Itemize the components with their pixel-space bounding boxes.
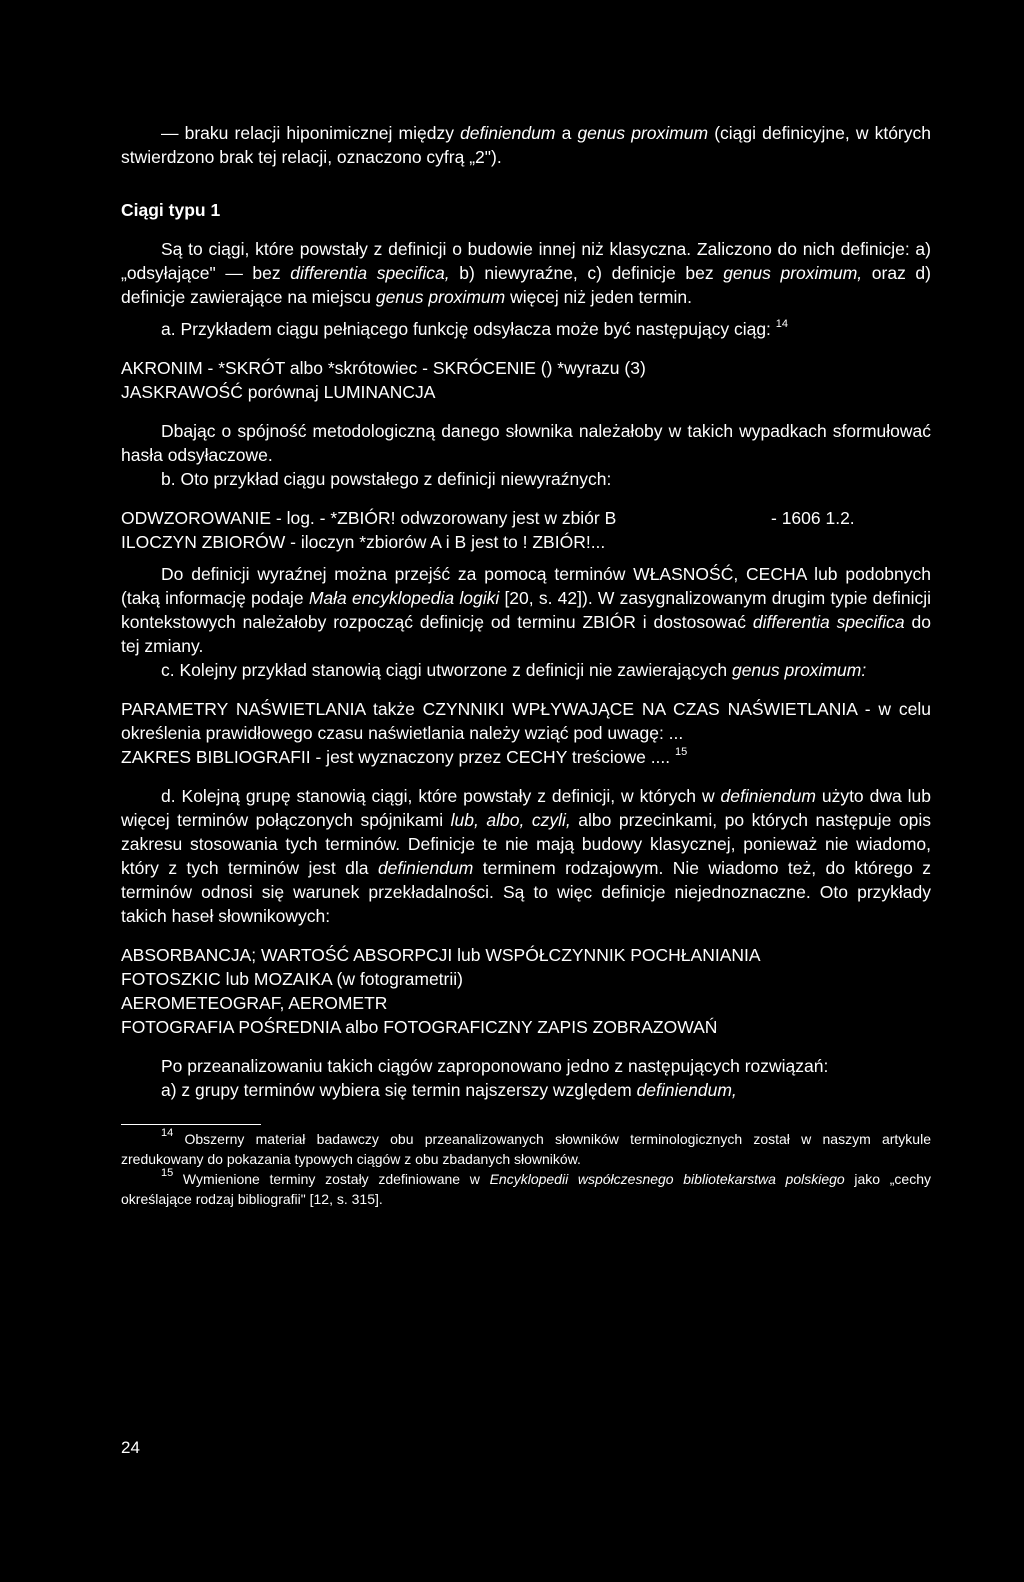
paragraph-type1-intro xyxy=(121,237,931,309)
text-span: - 1606 1.2. xyxy=(771,508,855,528)
paragraph-example-a xyxy=(121,317,931,341)
example-block-4 xyxy=(121,943,931,1039)
paragraph-explicit-definition xyxy=(121,562,931,658)
paragraph-methodology: Dbając o spójność metodologiczną danego słownika należałoby w takich wypadkach sformułować hasła odsyłaczowe. xyxy=(121,421,931,465)
text-span: a. Przykładem ciągu pełniącego funkcję odsyłacza może być następujący ciąg: xyxy=(161,319,776,339)
text-span: do tej zmiany. xyxy=(121,612,931,656)
italic-term: definiendum, xyxy=(636,1080,737,1100)
italic-term: definiendum xyxy=(377,858,474,878)
italic-term: genus proximum, xyxy=(723,263,863,283)
section-heading: Ciągi typu 1 xyxy=(121,200,221,220)
text-span: b) niewyraźne, c) definicje bez xyxy=(449,263,724,283)
paragraph-option-a xyxy=(121,1078,931,1102)
text-span: albo przecinkami, po których następuje opis zakresu stosowania tych terminów. Definicje te nie mają budowy klasycznej, ponieważ nie wiadomo, który z tych terminów jest dla xyxy=(121,810,932,878)
italic-term: differentia specifica, xyxy=(290,263,450,283)
text-span: więcej niż jeden termin. xyxy=(505,287,692,307)
text-span: Obszerny materiał badawczy obu przeanalizowanych słowników terminologicznych został w naszym artykule zredukowany do pokazania typowych ciągów z obu zbadanych słowników. xyxy=(121,1131,931,1167)
footnote-divider xyxy=(121,1124,261,1125)
text-span: jako „cechy określające rodzaj bibliografii" [12, s. 315]. xyxy=(121,1171,932,1207)
page-number: 24 xyxy=(121,1438,140,1457)
text-span: a xyxy=(555,123,578,143)
text-span: Do definicji wyraźnej można przejść za pomocą terminów WŁASNOŚĆ, CECHA lub podobnych (taką informację podaje xyxy=(121,564,931,608)
footnote-ref-14[interactable]: 14 xyxy=(775,318,789,330)
text-span: Są to ciągi, które powstały z definicji o budowie innej niż klasyczna. Zaliczono do nich definicje: a) „odsyłające" — bez xyxy=(121,239,931,283)
text-span: — braku relacji hiponimicznej między xyxy=(161,123,461,143)
footnote-number: 15 xyxy=(161,1167,174,1179)
italic-term: differentia specifica xyxy=(752,612,905,632)
example-line: PARAMETRY NAŚWIETLANIA także CZYNNIKI WPŁYWAJĄCE NA CZAS NAŚWIETLANIA - w celu określenia prawidłowego czasu naświetlania należy wziąć pod uwagę: ... xyxy=(121,699,931,743)
italic-term: genus proximum xyxy=(375,287,506,307)
example-line: AKRONIM - *SKRÓT albo *skrótowiec - SKRÓCENIE () *wyrazu (3) xyxy=(121,358,646,378)
text-span: ZAKRES BIBLIOGRAFII - jest wyznaczony przez CECHY treściowe .... xyxy=(121,747,676,767)
paragraph-proposal: Po przeanalizowaniu takich ciągów zaproponowano jedno z następujących rozwiązań: xyxy=(161,1056,829,1076)
italic-term: Encyklopedii współczesnego bibliotekarstwa polskiego xyxy=(489,1171,845,1187)
example-block-1 xyxy=(121,356,931,404)
example-line: AEROMETEOGRAF, AEROMETR xyxy=(121,993,388,1013)
text-span: a) z grupy terminów wybiera się termin najszerszy względem xyxy=(161,1080,637,1100)
example-line xyxy=(121,506,931,530)
example-line: FOTOGRAFIA POŚREDNIA albo FOTOGRAFICZNY ZAPIS ZOBRAZOWAŃ xyxy=(121,1017,718,1037)
text-span: [20, s. 42]). W zasygnalizowanym drugim typie definicji kontekstowych należałoby rozpocząć definicję od terminu ZBIÓR i dostosować xyxy=(121,588,931,632)
footnote-number: 14 xyxy=(161,1127,174,1139)
italic-term: genus proximum xyxy=(577,123,709,143)
example-line: FOTOSZKIC lub MOZAIKA (w fotogrametrii) xyxy=(121,969,463,989)
italic-term: lub, albo, czyli, xyxy=(450,810,571,830)
text-span: d. Kolejną grupę stanowią ciągi, które powstały z definicji, w których w xyxy=(161,786,721,806)
text-span: (ciągi definicyjne, w których stwierdzono brak tej relacji, oznaczono cyfrą „2"). xyxy=(121,123,931,167)
text-span: użyto dwa lub więcej terminów połączonych spójnikami xyxy=(121,786,931,830)
italic-term: genus proximum: xyxy=(731,660,867,680)
text-span: c. Kolejny przykład stanowią ciągi utworzone z definicji nie zawierających xyxy=(161,660,732,680)
example-block-3 xyxy=(121,697,931,769)
example-line: ILOCZYN ZBIORÓW - iloczyn *zbiorów A i B jest to ! ZBIÓR!... xyxy=(121,532,606,552)
example-line: JASKRAWOŚĆ porównaj LUMINANCJA xyxy=(121,382,436,402)
text-span: Wymienione terminy zostały zdefiniowane w xyxy=(173,1171,490,1187)
paragraph-example-c xyxy=(121,658,931,682)
paragraph-example-b: b. Oto przykład ciągu powstałego z definicji niewyraźnych: xyxy=(161,469,612,489)
example-line xyxy=(121,745,931,769)
paragraph-relation-note xyxy=(121,121,931,169)
example-line: ABSORBANCJA; WARTOŚĆ ABSORPCJI lub WSPÓŁCZYNNIK POCHŁANIANIA xyxy=(121,945,761,965)
paragraph-example-d xyxy=(121,784,931,928)
page-content xyxy=(121,121,931,1209)
italic-term: definiendum xyxy=(460,123,556,143)
example-block-2 xyxy=(121,506,931,554)
text-span: terminem rodzajowym. Nie wiadomo też, do którego z terminów odnosi się warunek przekładalności. Są to więc definicje niejednoznaczne. Oto przykłady takich haseł słownikowych: xyxy=(121,858,931,926)
footnote-14 xyxy=(121,1129,931,1169)
italic-term: Mała encyklopedia logiki xyxy=(308,588,500,608)
footnote-15 xyxy=(121,1169,931,1209)
text-span: oraz d) definicje zawierające na miejscu xyxy=(121,263,931,307)
text-span: ODWZOROWANIE - log. - *ZBIÓR! odwzorowany jest w zbiór B xyxy=(121,508,617,528)
italic-term: definiendum xyxy=(720,786,816,806)
footnote-ref-15[interactable]: 15 xyxy=(675,746,688,758)
